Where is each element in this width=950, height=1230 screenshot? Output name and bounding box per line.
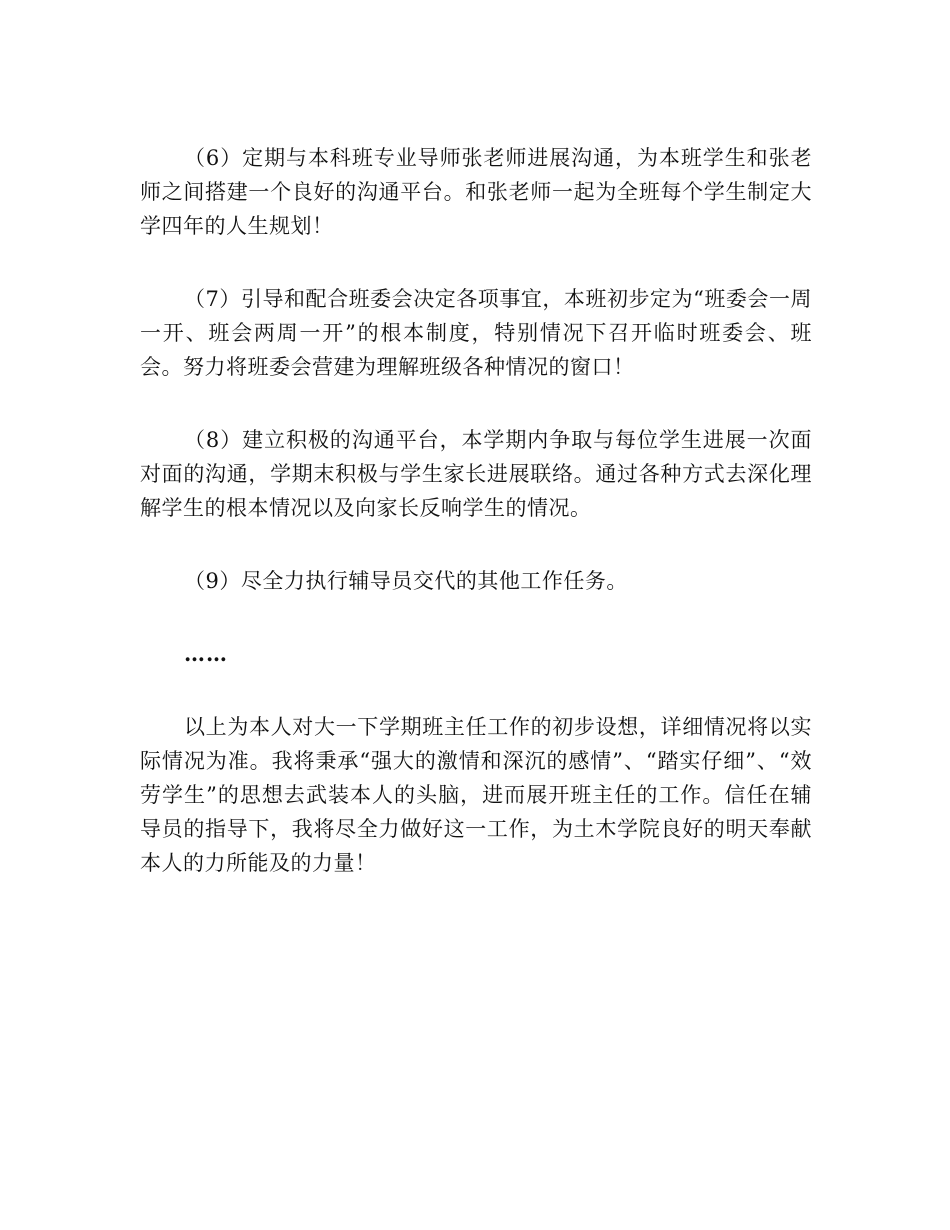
paragraph-item-7: （7）引导和配合班委会决定各项事宜，本班初步定为“班委会一周一开、班会两周一开”的根本制度，特别情况下召开临时班委会、班会。努力将班委会营建为理解班级各种情况的窗口！ [140, 287, 812, 379]
paragraph-item-6: （6）定期与本科班专业导师张老师进展沟通，为本班学生和张老师之间搭建一个良好的沟通平台。和张老师一起为全班每个学生制定大学四年的人生规划！ [140, 146, 812, 238]
document-body [140, 141, 812, 919]
paragraph-item-8: （8）建立积极的沟通平台，本学期内争取与每位学生进展一次面对面的沟通，学期末积极与学生家长进展联络。通过各种方式去深化理解学生的根本情况以及向家长反响学生的情况。 [140, 428, 812, 520]
ellipsis-marker: …… [184, 641, 228, 666]
paragraph-item-9: （9）尽全力执行辅导员交代的其他工作任务。 [184, 569, 628, 593]
closing-paragraph: 以上为本人对大一下学期班主任工作的初步设想，详细情况将以实际情况为准。我将秉承“强大的激情和深沉的感情”、“踏实仔细”、“效劳学生”的思想去武装本人的头脑，进而展开班主任的工作。信任在辅导员的指导下，我将尽全力做好这一工作，为土木学院良好的明天奉献本人的力所能及的力量！ [140, 715, 812, 875]
